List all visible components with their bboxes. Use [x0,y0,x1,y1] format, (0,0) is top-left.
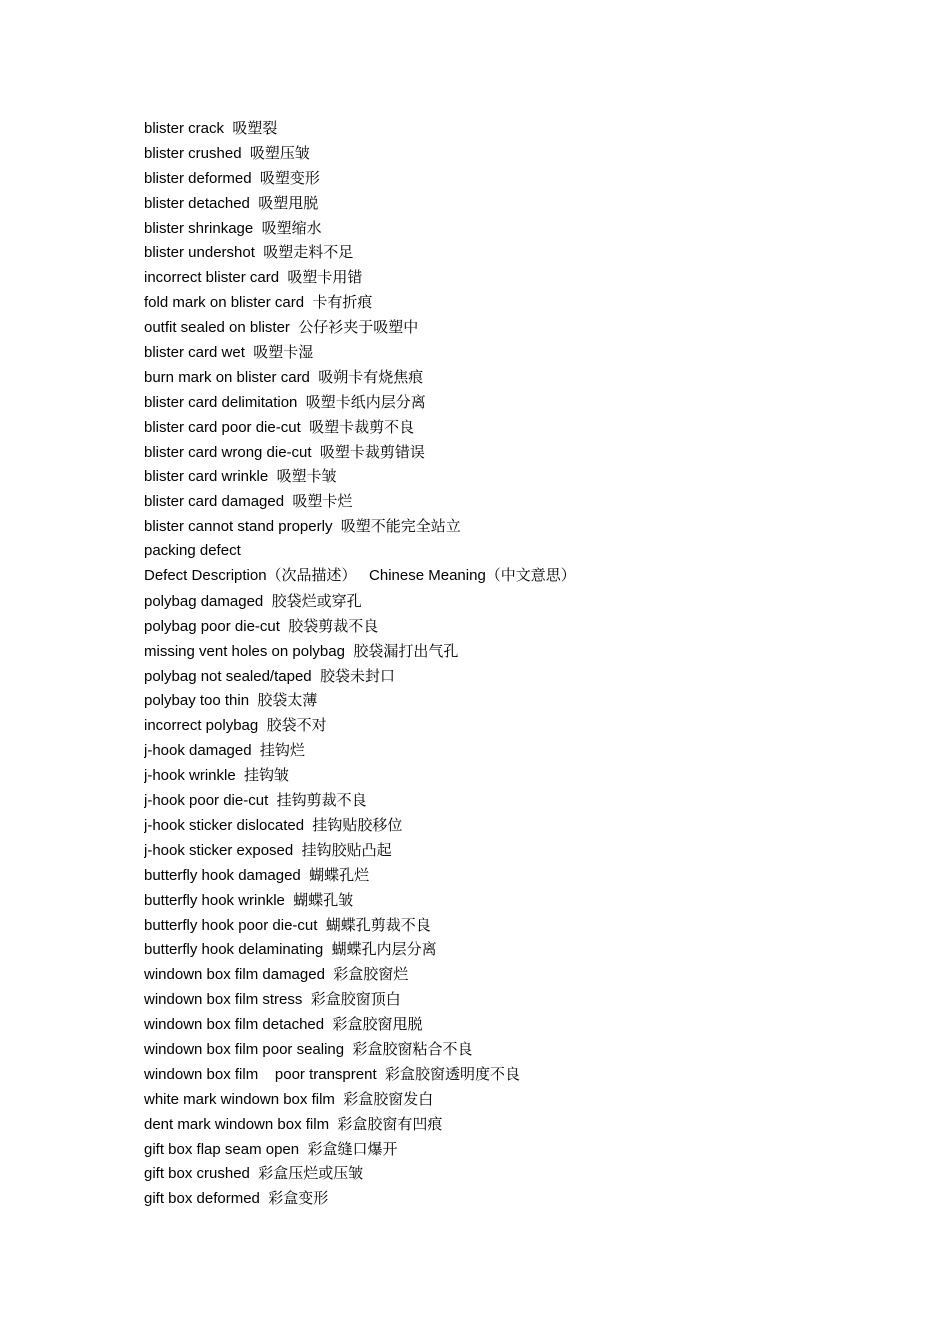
section-heading [144,539,864,564]
chinese-term: 彩盒胶窗有凹痕 [337,1114,443,1133]
list-item [144,937,864,962]
english-term: windown box film stress [144,991,303,1009]
chinese-term: 挂钩烂 [259,741,305,760]
english-term: windown box film detached [144,1016,325,1034]
list-item [144,514,864,539]
list-item [144,265,864,290]
list-item [144,987,864,1012]
list-item [144,713,864,738]
list-item [144,365,864,390]
english-term: j-hook sticker exposed [144,841,294,859]
chinese-term: 挂钩贴胶移位 [312,815,403,834]
english-term: j-hook poor die-cut [144,792,269,810]
english-term: blister undershot [144,244,255,262]
list-item [144,1087,864,1112]
defect-term-list [144,116,864,1211]
chinese-term: 彩盒变形 [268,1189,329,1208]
chinese-term: 公仔衫夹于吸塑中 [298,318,419,337]
chinese-term: 吸塑裂 [232,119,278,137]
chinese-term: 彩盒缝口爆开 [307,1139,398,1158]
english-term: polybag not sealed/taped [144,667,312,685]
english-term: j-hook sticker dislocated [144,816,305,834]
english-term: gift box flap seam open [144,1140,300,1158]
list-item [144,763,864,788]
list-item [144,589,864,614]
english-term: polybag damaged [144,592,264,610]
list-item [144,415,864,440]
english-term: dent mark windown box film [144,1115,330,1133]
list-item [144,340,864,365]
chinese-term: 蝴蝶孔烂 [309,865,370,884]
list-item [144,440,864,465]
chinese-term: 蝴蝶孔内层分离 [331,940,437,959]
english-term: windown box film damaged [144,966,325,984]
chinese-term: 吸朔卡有烧焦痕 [318,367,424,386]
list-item [144,315,864,340]
chinese-term: 彩盒胶窗顶白 [310,990,401,1009]
english-term: gift box crushed [144,1165,250,1183]
list-item [144,962,864,987]
chinese-term: 胶袋漏打出气孔 [353,641,459,660]
english-term: blister card delimitation [144,393,298,411]
list-item [144,738,864,763]
list-item [144,913,864,938]
english-term: windown box film poor transprent [144,1065,377,1083]
list-item [144,141,864,166]
chinese-term: 吸塑甩脱 [258,193,319,212]
chinese-term: 彩盒压烂或压皱 [258,1164,364,1183]
chinese-term: 吸塑卡纸内层分离 [305,392,426,411]
english-term: j-hook wrinkle [144,767,236,785]
list-item [144,688,864,713]
chinese-term: 彩盒胶窗透明度不良 [384,1064,520,1083]
chinese-term: 吸塑卡裁剪错误 [319,442,425,461]
chinese-term: 彩盒胶窗发白 [343,1089,434,1108]
list-item [144,863,864,888]
english-term: blister deformed [144,169,252,187]
english-term: blister crushed [144,144,242,162]
list-item [144,1112,864,1137]
english-term: blister card damaged [144,493,285,511]
chinese-term: 挂钩胶贴凸起 [301,840,392,859]
chinese-term: 卡有折痕 [312,293,373,312]
column-headers: Defect Description（次品描述） Chinese Meaning（中文意思） [144,567,576,585]
list-item [144,838,864,863]
list-item [144,1137,864,1162]
list-item [144,1186,864,1211]
english-term: blister card wrong die-cut [144,443,312,461]
english-term: blister shrinkage [144,219,254,237]
chinese-term: 蝴蝶孔剪裁不良 [325,915,431,934]
english-term: polybag poor die-cut [144,617,280,635]
chinese-term: 胶袋烂或穿孔 [271,591,362,610]
english-term: burn mark on blister card [144,368,310,386]
english-term: outfit sealed on blister [144,319,290,337]
english-term: blister cannot stand properly [144,518,333,536]
list-item [144,116,864,141]
english-term: blister card poor die-cut [144,418,301,436]
english-term: butterfly hook delaminating [144,941,324,959]
list-item [144,1161,864,1186]
chinese-term: 蝴蝶孔皱 [293,890,354,909]
chinese-term: 吸塑卡裁剪不良 [309,417,415,436]
english-term: butterfly hook damaged [144,866,301,884]
english-term: gift box deformed [144,1190,260,1208]
chinese-term: 彩盒胶窗烂 [333,965,409,984]
english-term: polybay too thin [144,692,250,710]
list-item [144,166,864,191]
chinese-term: 吸塑卡用错 [287,268,363,287]
english-term: butterfly hook wrinkle [144,891,285,909]
list-item [144,614,864,639]
list-item [144,1012,864,1037]
list-item [144,888,864,913]
chinese-term: 胶袋太薄 [257,691,318,710]
chinese-term: 吸塑压皱 [249,143,310,162]
chinese-term: 挂钩皱 [244,766,290,785]
list-item [144,1062,864,1087]
list-item [144,216,864,241]
list-item [144,390,864,415]
list-item [144,664,864,689]
chinese-term: 吸塑卡皱 [276,467,337,486]
english-term: blister card wrinkle [144,468,269,486]
chinese-term: 胶袋未封口 [319,666,395,685]
list-item [144,464,864,489]
english-term: incorrect blister card [144,269,280,287]
english-term: fold mark on blister card [144,294,305,312]
column-header-line [144,564,864,589]
chinese-term: 彩盒胶窗粘合不良 [352,1039,473,1058]
list-item [144,639,864,664]
chinese-term: 彩盒胶窗甩脱 [332,1015,423,1034]
list-item [144,788,864,813]
english-term: windown box film poor sealing [144,1040,345,1058]
chinese-term: 吸塑变形 [259,168,320,187]
chinese-term: 胶袋不对 [266,716,327,735]
chinese-term: 挂钩剪裁不良 [276,791,367,810]
english-term: missing vent holes on polybag [144,642,345,660]
list-item [144,290,864,315]
list-item [144,489,864,514]
chinese-term: 吸塑走料不足 [263,243,354,262]
english-term: blister card wet [144,344,245,362]
chinese-term: 吸塑缩水 [261,218,322,237]
list-item [144,191,864,216]
chinese-term: 吸塑卡湿 [253,343,314,362]
english-term: incorrect polybag [144,717,259,735]
chinese-term: 胶袋剪裁不良 [288,616,379,635]
english-term: white mark windown box film [144,1090,335,1108]
english-term: blister crack [144,120,225,137]
english-term: blister detached [144,194,250,212]
list-item [144,240,864,265]
list-item [144,813,864,838]
chinese-term: 吸塑卡烂 [292,492,353,511]
list-item [144,1037,864,1062]
english-term: j-hook damaged [144,742,252,760]
chinese-term: 吸塑不能完全站立 [340,517,461,536]
english-term: butterfly hook poor die-cut [144,916,318,934]
section-title: packing defect [144,542,241,560]
